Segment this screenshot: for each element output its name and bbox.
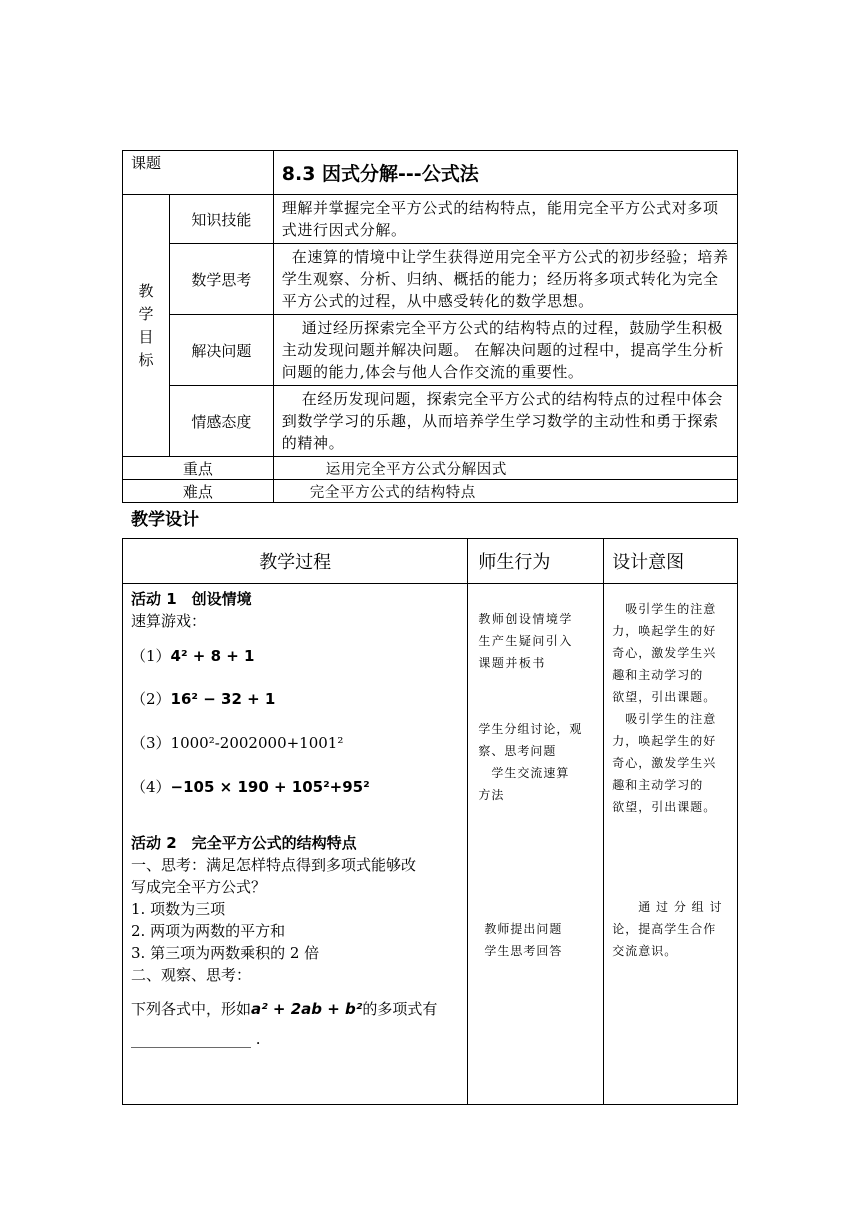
header-process: 教学过程 — [123, 539, 468, 584]
question2-text-before: 下列各式中，形如 — [131, 1000, 252, 1018]
intent1-line7: 力，唤起学生的好 — [612, 734, 717, 748]
item-2-expr: 16² − 32 + 1 — [170, 690, 276, 708]
behavior-block-2 — [478, 718, 582, 806]
subject-value-cell — [273, 151, 737, 195]
question1-line2: 写成完全平方公式？ — [131, 878, 267, 896]
activity1-intro: 速算游戏： — [131, 612, 207, 630]
header-intent: 设计意图 — [604, 539, 738, 584]
header-behavior: 师生行为 — [468, 539, 604, 584]
subject-title: 8.3 因式分解---公式法 — [281, 163, 479, 185]
item-3-number: （3） — [131, 734, 171, 752]
goal-label-knowledge: 知识技能 — [169, 195, 273, 244]
item-4-number: （4） — [131, 778, 171, 796]
item-1-number: （1） — [131, 647, 171, 665]
intent1-line2: 力，唤起学生的好 — [612, 624, 717, 638]
lesson-overview-table — [122, 150, 738, 503]
intent1-line5: 欲望，引出课题。 — [612, 690, 717, 704]
behavior3-line2: 学生思考回答 — [484, 944, 563, 958]
activity1-title: 活动 1 创设情境 — [131, 590, 252, 608]
point-2: 2. 两项为两数的平方和 — [131, 922, 286, 940]
goals-char-2: 学 — [138, 304, 154, 323]
behavior-block-3 — [484, 918, 562, 962]
behavior1-line3: 课题并板书 — [478, 656, 546, 670]
question2: 二、观察、思考： — [131, 966, 252, 984]
behavior2-line4: 方法 — [478, 788, 505, 802]
behavior1-line2: 生产生疑问引入 — [478, 634, 573, 648]
intent1-line9: 趣和主动学习的 — [612, 778, 704, 792]
item-4-expr: −105 × 190 + 105²+95² — [170, 778, 370, 796]
activity2-title: 活动 2 完全平方公式的结构特点 — [131, 834, 357, 852]
question1-line1: 一、思考：满足怎样特点得到多项式能够改 — [131, 856, 417, 874]
item-3 — [131, 732, 343, 753]
difficult-point-label: 难点 — [123, 480, 274, 503]
goal-text-problem: 通过经历探索完全平方公式的结构特点的过程，鼓励学生积极主动发现问题并解决问题。 在解决问题的过程中，提高学生分析问题的能力,体会与他人合作交流的重要性。 — [273, 315, 737, 386]
intent2-line2: 论，提高学生合作 — [612, 922, 717, 936]
goal-text-thinking: 在速算的情境中让学生获得逆用完全平方公式的初步经验；培养学生观察、分析、归纳、概括的能力；经历将多项式转化为完全平方公式的过程，从中感受转化的数学思想。 — [273, 244, 737, 315]
point-3: 3. 第三项为两数乘积的 2 倍 — [131, 944, 320, 962]
goals-label-cell — [123, 195, 170, 457]
goal-text-knowledge: 理解并掌握完全平方公式的结构特点，能用完全平方公式对多项式进行因式分解。 — [273, 195, 737, 244]
goals-char-1: 教 — [138, 281, 154, 300]
key-point-text: 运用完全平方公式分解因式 — [273, 457, 737, 480]
subject-label-cell — [123, 151, 274, 195]
behavior1-line1: 教师创设情境学 — [478, 612, 573, 626]
behavior3-line1: 教师提出问题 — [484, 922, 563, 936]
intent2-line3: 交流意识。 — [612, 944, 678, 958]
item-1 — [131, 645, 254, 666]
goals-char-3: 目 — [138, 327, 154, 346]
item-2-number: （2） — [131, 690, 171, 708]
behavior2-line3: 学生交流速算 — [478, 766, 570, 780]
intent1-line10: 欲望，引出课题。 — [612, 800, 717, 814]
subject-label: 课题 — [131, 154, 162, 172]
intent1-line6: 吸引学生的注意 — [612, 712, 717, 726]
teaching-design-table — [122, 538, 738, 1105]
goal-label-thinking: 数学思考 — [169, 244, 273, 315]
intent-cell — [604, 584, 738, 1105]
goal-text-attitude: 在经历发现问题，探索完全平方公式的结构特点的过程中体会到数学学习的乐趣，从而培养学生学习数学的主动性和勇于探索的精神。 — [273, 386, 737, 457]
goal-label-attitude: 情感态度 — [169, 386, 273, 457]
behavior-cell — [468, 584, 604, 1105]
question2-text — [131, 998, 437, 1019]
goals-char-4: 标 — [138, 350, 154, 369]
point-1: 1. 项数为三项 — [131, 900, 226, 918]
intent1-line4: 趣和主动学习的 — [612, 668, 704, 682]
key-point-label: 重点 — [123, 457, 274, 480]
intent-block-1 — [612, 598, 716, 818]
item-4 — [131, 776, 370, 797]
difficult-point-text: 完全平方公式的结构特点 — [273, 480, 737, 503]
item-2 — [131, 688, 275, 709]
question2-text-after: 的多项式有 — [362, 1000, 438, 1018]
process-cell — [123, 584, 468, 1105]
goal-label-problem: 解决问题 — [169, 315, 273, 386]
intent-block-2 — [612, 896, 722, 962]
design-heading: 教学设计 — [131, 510, 199, 530]
item-1-expr: 4² + 8 + 1 — [170, 647, 255, 665]
question2-formula: a² + 2ab + b² — [251, 1000, 363, 1018]
intent1-line8: 奇心，激发学生兴 — [612, 756, 717, 770]
behavior2-line2: 察、思考问题 — [478, 744, 557, 758]
behavior2-line1: 学生分组讨论，观 — [478, 722, 583, 736]
intent1-line3: 奇心，激发学生兴 — [612, 646, 717, 660]
intent2-line1: 通 过 分 组 讨 — [612, 900, 723, 914]
item-3-expr: 1000²-2002000+1001² — [170, 734, 344, 752]
answer-blank: ________________ . — [131, 1030, 261, 1048]
intent1-line1: 吸引学生的注意 — [612, 602, 717, 616]
behavior-block-1 — [478, 608, 573, 674]
